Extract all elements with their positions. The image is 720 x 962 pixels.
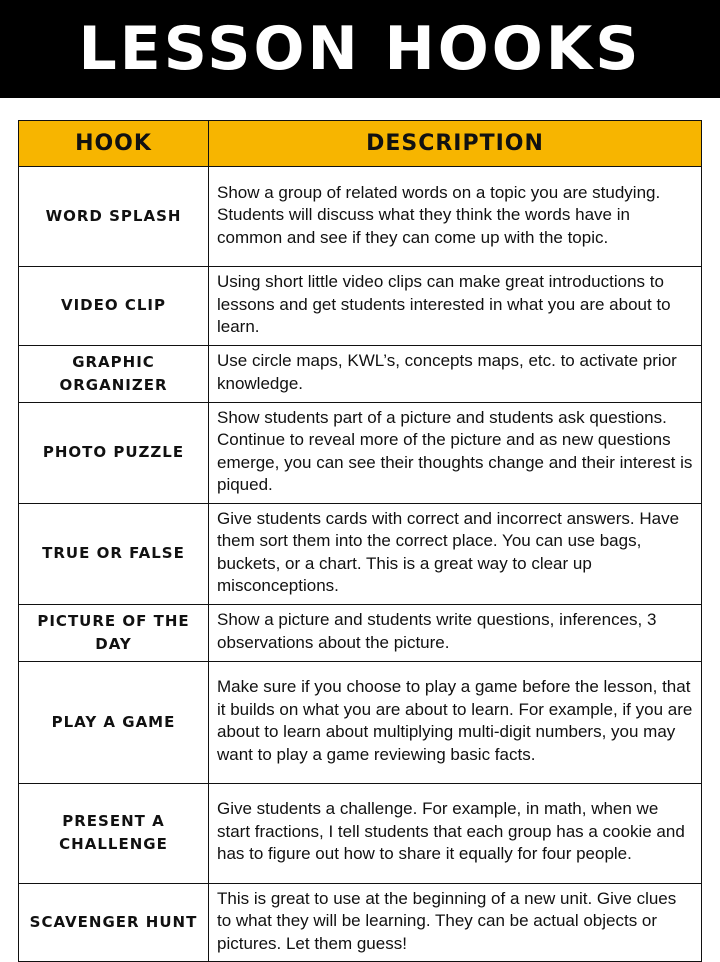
page-title: LESSON HOOKS [78,14,642,84]
table-row [19,503,702,604]
table-header-row [19,121,702,167]
hook-name: PRESENT A CHALLENGE [19,783,209,883]
hook-column-header: HOOK [19,121,209,167]
hook-description: This is great to use at the beginning of a new unit. Give clues to what they will be learning. They can be actual objects or pictures. Let them guess! [209,883,702,962]
hook-name: SCAVENGER HUNT [19,883,209,962]
table-row [19,167,702,267]
hook-name: PICTURE OF THE DAY [19,604,209,661]
table-row [19,661,702,783]
hook-name: PHOTO PUZZLE [19,402,209,503]
lesson-hooks-table [18,120,702,962]
hook-description: Using short little video clips can make great introductions to lessons and get students interested in what you are about to learn. [209,267,702,346]
hook-description: Use circle maps, KWL’s, concepts maps, etc. to activate prior knowledge. [209,345,702,402]
hook-name: WORD SPLASH [19,167,209,267]
table-row [19,402,702,503]
table-row [19,883,702,962]
table-row [19,783,702,883]
hook-description: Give students a challenge. For example, in math, when we start fractions, I tell students that each group has a cookie and has to figure out how to share it equally for four people. [209,783,702,883]
hook-description: Show a picture and students write questions, inferences, 3 observations about the picture. [209,604,702,661]
description-column-header: DESCRIPTION [209,121,702,167]
hook-description: Show students part of a picture and students ask questions. Continue to reveal more of the picture and as new questions emerge, you can see their thoughts change and their interest is piqued. [209,402,702,503]
hook-name: GRAPHIC ORGANIZER [19,345,209,402]
table-row [19,267,702,346]
hook-name: TRUE OR FALSE [19,503,209,604]
hook-description: Give students cards with correct and incorrect answers. Have them sort them into the correct place. You can use bags, buckets, or a chart. This is a great way to clear up misconceptions. [209,503,702,604]
hook-name: PLAY A GAME [19,661,209,783]
table-row [19,345,702,402]
hook-name: VIDEO CLIP [19,267,209,346]
table-row [19,604,702,661]
hook-description: Show a group of related words on a topic you are studying. Students will discuss what they think the words have in common and see if they can come up with the topic. [209,167,702,267]
hook-description: Make sure if you choose to play a game before the lesson, that it builds on what you are about to learn. For example, if you are about to learn about multiplying multi-digit numbers, you may want to play a game reviewing basic facts. [209,661,702,783]
title-banner [0,0,720,98]
